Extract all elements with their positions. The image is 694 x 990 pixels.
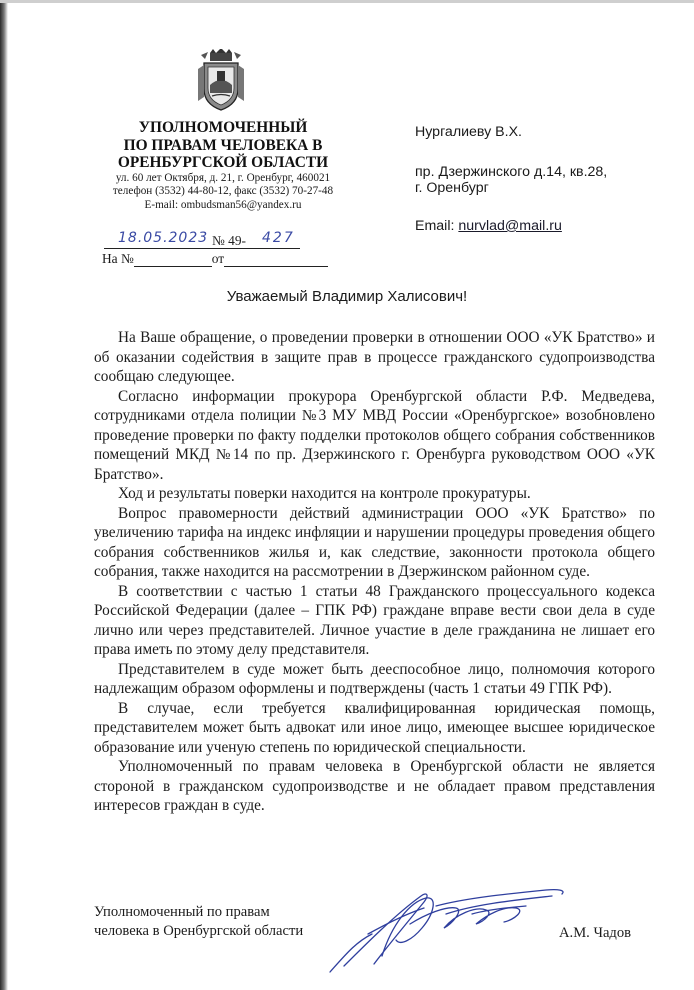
org-email: E-mail: ombudsman56@yandex.ru — [144, 198, 302, 211]
paragraph: На Ваше обращение, о проведении проверки в отношении ООО «УК Братство» и об оказании содействия в защите прав в процессе гражданского судопроизводства сообщаю следующее. — [94, 329, 655, 385]
paragraph: Представителем в суде может быть дееспособное лицо, полномочия которого надлежащим образом оформлены и подтверждены (часть 1 статьи 49 ГПК РФ). — [94, 660, 655, 697]
ref-blank — [134, 253, 212, 267]
handwritten-date: 18.05.2023 — [118, 230, 209, 246]
paragraph: Вопрос правомерности действий администрации ООО «УК Братство» по увеличению тарифа на индекс инфляции и нарушении процедуры проведения общего собрания собственников жилья и, как следствие, законности протокола общего собрания, также находится на рассмотрении в Дзержинском районном суде. — [94, 504, 655, 580]
letter-body — [94, 328, 655, 816]
sender-organization — [94, 119, 352, 212]
greeting: Уважаемый Владимир Халисович! — [226, 288, 468, 305]
org-address: ул. 60 лет Октября, д. 21, г. Оренбург, 460021 — [115, 171, 331, 184]
addressee-city: г. Оренбург — [415, 180, 489, 196]
addressee-street: пр. Дзержинского д.14, кв.28, — [415, 164, 608, 180]
email-label: Email: — [415, 218, 455, 234]
coat-of-arms-emblem — [196, 49, 246, 111]
scan-top-edge — [0, 0, 694, 3]
org-phone: телефон (3532) 44-80-12, факс (3532) 70-27-48 — [112, 185, 334, 197]
org-title-line-2: ПО ПРАВАМ ЧЕЛОВЕКА В — [123, 136, 323, 154]
paragraph: Уполномоченный по правам человека в Оренбургской области не является стороной в гражданском судопроизводстве и не обладает правом представления интересов граждан в суде. — [94, 758, 655, 814]
paragraph: В случае, если требуется квалифицированная юридическая помощь, представителем может быть адвокат или иное лицо, имеющее высшее юридическое образование или ученую степень по юридической специальности. — [94, 699, 655, 756]
paragraph: В соответствии с частью 1 статьи 48 Гражданского процессуального кодекса Российской Федерации (далее – ГПК РФ) граждане вправе вести свои дела в суде лично или через представителей. Личное участие в деле гражданина не лишает его права иметь по этому делу представителя. — [94, 582, 655, 658]
paragraph: Ход и результаты поверки находится на контроле прокуратуры. — [118, 485, 531, 502]
from-label: от — [211, 251, 225, 266]
signatory-name: А.М. Чадов — [559, 925, 632, 941]
printed-number-prefix: № 49- — [212, 233, 246, 248]
registration-number — [94, 232, 340, 272]
signatory-title-line-1: Уполномоченный по правам — [94, 904, 270, 920]
org-title-line-1: УПОЛНОМОЧЕННЫЙ — [138, 119, 308, 136]
addressee-name: Нургалиеву В.Х. — [415, 124, 522, 140]
signatory-title-line-2: человека в Оренбургской области — [94, 923, 304, 939]
from-blank — [224, 253, 328, 267]
date-underline — [104, 248, 300, 249]
signatory-title — [94, 903, 303, 941]
handwritten-signature — [326, 884, 580, 976]
paragraph: Согласно информации прокурора Оренбургской области Р.Ф. Медведева, сотрудниками отдела полиции №3 МУ МВД России «Оренбургское» возобновлено проведение проверки по факту подделки протоколов общего собрания собственников помещений МКД №14 по пр. Дзержинского г. Оренбурга руководством ООО «УК Братство». — [94, 387, 655, 483]
email-link[interactable]: nurvlad@mail.ru — [458, 218, 562, 234]
handwritten-number: 427 — [262, 230, 295, 246]
ref-label: На № — [102, 251, 134, 266]
scan-edge-shadow — [0, 0, 8, 990]
reference-row — [102, 251, 328, 267]
addressee-email — [415, 218, 562, 234]
org-title-line-3: ОРЕНБУРГСКОЙ ОБЛАСТИ — [117, 154, 329, 171]
